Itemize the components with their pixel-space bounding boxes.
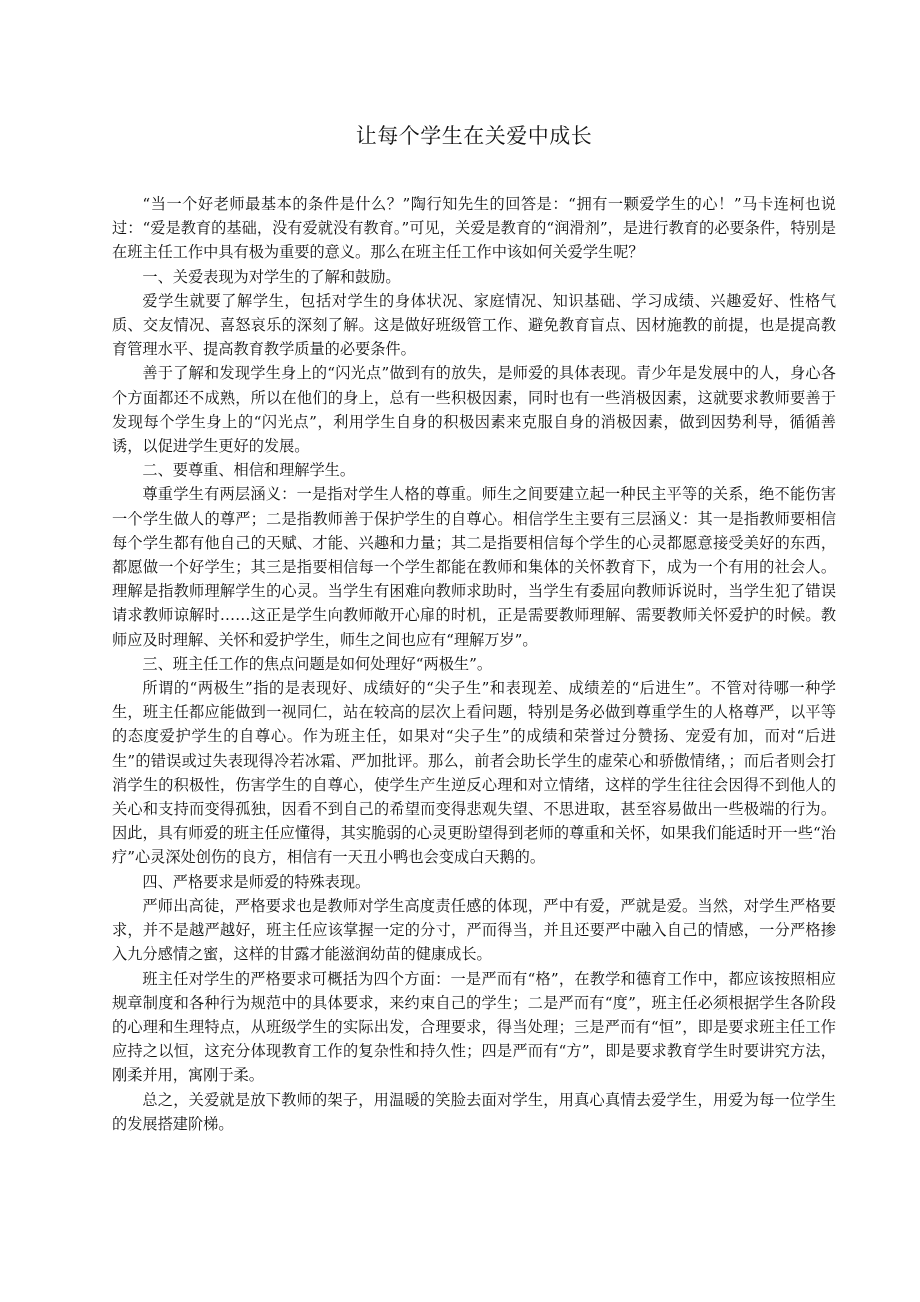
page-title: 让每个学生在关爱中成长 — [355, 124, 593, 148]
section-heading-2: 二、要尊重、相信和理解学生。 — [142, 461, 356, 480]
paragraph: 严师出高徒，严格要求也是教师对学生高度责任感的体现，严中有爱，严就是爱。当然，对学生严格要求，并不是越严越好，班主任应该掌握一定的分寸，严而得当，并且还要严中融入自己的情感，一分严格掺入九分感情之蜜，这样的甘露才能滋润幼苗的健康成长。 — [112, 896, 836, 964]
document-page — [112, 120, 836, 1136]
section-heading-3: 三、班主任工作的焦点问题是如何处理好“两极生”。 — [142, 654, 493, 673]
paragraph: 所谓的“两极生”指的是表现好、成绩好的“尖子生”和表现差、成绩差的“后进生”。不管对待哪一种学生，班主任都应能做到一视同仁，站在较高的层次上看问题，特别是务必做到尊重学生的人格尊严，以平等的态度爱护学生的自尊心。作为班主任，如果对“尖子生”的成绩和荣誉过分赞扬、宠爱有加，而对“后进生”的错误或过失表现得冷若冰霜、严加批评。那么，前者会助长学生的虚荣心和骄傲情绪，；而后者则会打消学生的积极性，伤害学生的自尊心，使学生产生逆反心理和对立情绪，这样的学生往往会因得不到他人的关心和支持而变得孤独，因看不到自己的希望而变得悲观失望、不思进取，甚至容易做出一些极端的行为。因此，具有师爱的班主任应懂得，其实脆弱的心灵更盼望得到老师的尊重和关怀，如果我们能适时开一些“治疗”心灵深处创伤的良方，相信有一天丑小鸭也会变成白天鹅的。 — [112, 679, 836, 867]
paragraph-conclusion: 总之，关爱就是放下教师的架子，用温暖的笑脸去面对学生，用真心真情去爱学生，用爱为每一位学生的发展搭建阶梯。 — [112, 1090, 836, 1133]
paragraph: 爱学生就要了解学生，包括对学生的身体状况、家庭情况、知识基础、学习成绩、兴趣爱好、性格气质、交友情况、喜怒哀乐的深刻了解。这是做好班级管工作、避免教育盲点、因材施教的前提，也是提高教育管理水平、提高教育教学质量的必要条件。 — [112, 291, 836, 359]
paragraph: 班主任对学生的严格要求可概括为四个方面：一是严而有“格”，在教学和德育工作中，都应该按照相应规章制度和各种行为规范中的具体要求，来约束自己的学生；二是严而有“度”，班主任必须根据学生各阶段的心理和生理特点，从班级学生的实际出发，合理要求，得当处理；三是严而有“恒”，即是要求班主任工作应持之以恒，这充分体现教育工作的复杂性和持久性；四是严而有“方”，即是要求教育学生时要讲究方法，刚柔并用，寓刚于柔。 — [112, 969, 836, 1085]
section-heading-1: 一、关爱表现为对学生的了解和鼓励。 — [142, 267, 401, 286]
paragraph: 善于了解和发现学生身上的“闪光点”做到有的放失，是师爱的具体表现。青少年是发展中的人，身心各个方面都还不成熟，所以在他们的身上，总有一些积极因素，同时也有一些消极因素，这就要求教师要善于发现每个学生身上的“闪光点”，利用学生自身的积极因素来克服自身的消极因素，做到因势利导，循循善诱，以促进学生更好的发展。 — [112, 364, 836, 456]
section-heading-4: 四、严格要求是师爱的特殊表现。 — [142, 872, 371, 891]
paragraph: 尊重学生有两层涵义：一是指对学生人格的尊重。师生之间要建立起一种民主平等的关系，绝不能伤害一个学生做人的尊严；二是指教师善于保护学生的自尊心。相信学生主要有三层涵义：其一是指教师要相信每个学生都有他自己的天赋、才能、兴趣和力量；其二是指要相信每个学生的心灵都愿意接受美好的东西，都愿做一个好学生；其三是指要相信每一个学生都能在教师和集体的关怀教育下，成为一个有用的社会人。理解是指教师理解学生的心灵。当学生有困难向教师求助时，当学生有委屈向教师诉说时，当学生犯了错误请求教师谅解时……这正是学生向教师敞开心扉的时机，正是需要教师理解、需要教师关怀爱护的时候。教师应及时理解、关怀和爱护学生，师生之间也应有“理解万岁”。 — [112, 485, 836, 649]
paragraph-intro: “当一个好老师最基本的条件是什么？”陶行知先生的回答是：“拥有一颗爱学生的心！”马卡连柯也说过：“爱是教育的基础，没有爱就没有教育。”可见，关爱是教育的“润滑剂”，是进行教育的必要条件，特别是在班主任工作中具有极为重要的意义。那么在班主任工作中该如何关爱学生呢？ — [112, 195, 836, 262]
